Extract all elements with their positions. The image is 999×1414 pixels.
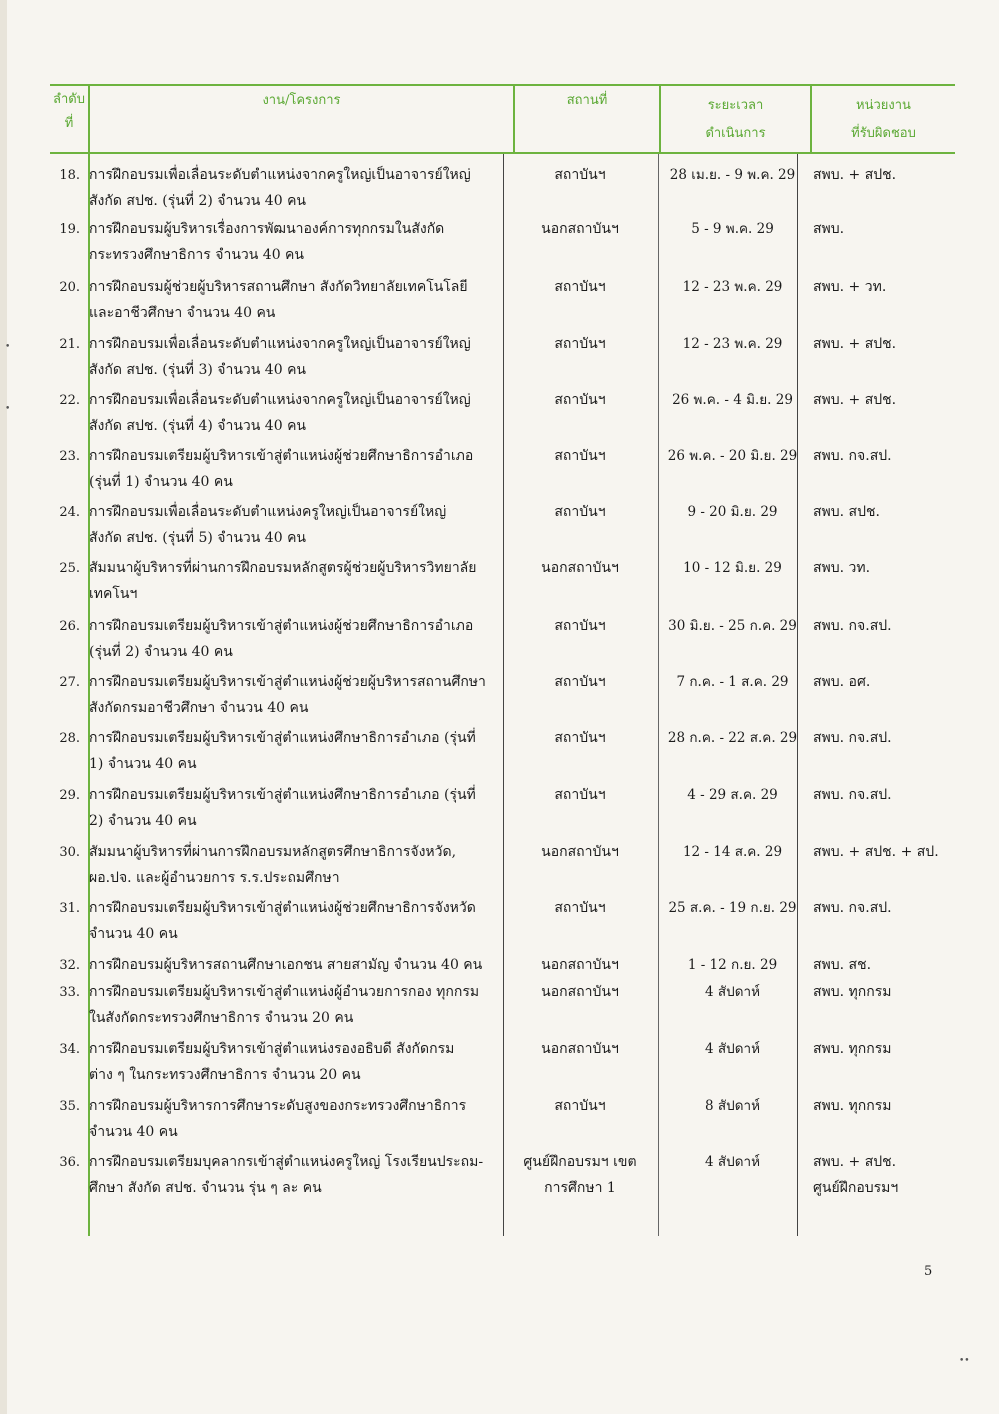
location-cell	[500, 274, 660, 300]
location-cell	[500, 725, 660, 751]
project-line: ต่าง ๆ ในกระทรวงศึกษาธิการ จำนวน 20 คน	[89, 1067, 361, 1083]
row-number: 19.	[59, 222, 80, 237]
responsible-unit-cell	[813, 895, 999, 921]
location-cell	[500, 216, 660, 242]
page-edge-shadow	[0, 0, 7, 1414]
project-line: (รุ่นที่ 1) จำนวน 40 คน	[89, 474, 233, 490]
page-number: 5	[924, 1264, 933, 1279]
period-cell: 30 มิ.ย. - 25 ก.ค. 29	[668, 618, 797, 634]
location-line: นอกสถาบันฯ	[541, 984, 619, 1000]
project-line: การฝึกอบรมเตรียมผู้บริหารเข้าสู่ตำแหน่งผู้ช่วยศึกษาธิการจังหวัด	[89, 900, 476, 916]
responsible-unit-line: สพบ. ทุกกรม	[813, 984, 892, 1000]
project-description	[89, 782, 507, 834]
project-line: 1) จำนวน 40 คน	[89, 756, 197, 772]
period-cell: 5 - 9 พ.ค. 29	[691, 221, 774, 237]
row-number: 33.	[59, 985, 80, 1000]
project-line: การฝึกอบรมผู้บริหารการศึกษาระดับสูงของกระทรวงศึกษาธิการ	[89, 1098, 467, 1114]
responsible-unit-line: สพบ. สช.	[813, 957, 872, 973]
location-cell	[500, 1036, 660, 1062]
project-line: การฝึกอบรมเพื่อเลื่อนระดับตำแหน่งจากครูใหญ่เป็นอาจารย์ใหญ่	[89, 167, 471, 183]
row-number: 36.	[59, 1155, 80, 1170]
period-cell: 4 สัปดาห์	[705, 1041, 760, 1057]
period-cell: 7 ก.ค. - 1 ส.ค. 29	[676, 674, 789, 690]
project-line: การฝึกอบรมเพื่อเลื่อนระดับตำแหน่งครูใหญ่เป็นอาจารย์ใหญ่	[89, 504, 447, 520]
location-line: สถาบันฯ	[554, 336, 606, 352]
project-line: การฝึกอบรมเตรียมผู้บริหารเข้าสู่ตำแหน่งผู้ช่วยผู้บริหารสถานศึกษา	[89, 674, 486, 690]
row-number: 23.	[59, 449, 80, 464]
location-cell	[500, 782, 660, 808]
location-cell	[500, 555, 660, 581]
project-description	[89, 499, 507, 551]
period-cell: 26 พ.ค. - 20 มิ.ย. 29	[667, 448, 798, 464]
row-number: 27.	[59, 675, 80, 690]
location-line: สถาบันฯ	[554, 618, 606, 634]
project-description	[89, 162, 507, 214]
location-line: สถาบันฯ	[554, 787, 606, 803]
body-column-divider	[658, 154, 659, 1236]
header-col-period-line2: ดำเนินการ	[705, 126, 766, 141]
location-line: สถาบันฯ	[554, 448, 606, 464]
period-cell: 25 ส.ค. - 19 ก.ย. 29	[668, 900, 797, 916]
project-line: การฝึกอบรมผู้ช่วยผู้บริหารสถานศึกษา สังกัดวิทยาลัยเทคโนโลยี	[89, 279, 468, 295]
header-col-unit-line1: หน่วยงาน	[856, 98, 911, 113]
project-description	[89, 839, 507, 891]
project-line: (รุ่นที่ 2) จำนวน 40 คน	[89, 644, 233, 660]
location-cell	[500, 895, 660, 921]
project-description	[89, 443, 507, 495]
project-line: การฝึกอบรมเตรียมผู้บริหารเข้าสู่ตำแหน่งศึกษาธิการอำเภอ (รุ่นที่	[89, 730, 476, 746]
project-line: ศึกษา สังกัด สปช. จำนวน รุ่น ๆ ละ คน	[89, 1180, 322, 1196]
project-line: สัมมนาผู้บริหารที่ผ่านการฝึกอบรมหลักสูตรศึกษาธิการจังหวัด,	[89, 844, 457, 860]
project-description	[89, 331, 507, 383]
row-number: 35.	[59, 1099, 80, 1114]
header-col-period	[661, 92, 810, 148]
period-cell: 9 - 20 มิ.ย. 29	[687, 504, 778, 520]
location-cell	[500, 443, 660, 469]
project-description	[89, 895, 507, 947]
row-number: 24.	[59, 505, 80, 520]
responsible-unit-cell	[813, 387, 999, 413]
period-cell: 26 พ.ค. - 4 มิ.ย. 29	[672, 392, 793, 408]
project-line: การฝึกอบรมเตรียมผู้บริหารเข้าสู่ตำแหน่งรองอธิบดี สังกัดกรม	[89, 1041, 455, 1057]
period-cell: 12 - 23 พ.ค. 29	[682, 336, 783, 352]
row-number: 29.	[59, 788, 80, 803]
location-line: ศูนย์ฝึกอบรมฯ เขต	[523, 1154, 637, 1170]
location-line: สถาบันฯ	[554, 730, 606, 746]
responsible-unit-cell	[813, 839, 999, 865]
body-column-divider	[797, 154, 798, 1236]
project-line: การฝึกอบรมเตรียมผู้บริหารเข้าสู่ตำแหน่งผู้อำนวยการกอง ทุกกรม	[89, 984, 480, 1000]
responsible-unit-cell	[813, 162, 999, 188]
location-cell	[500, 162, 660, 188]
responsible-unit-line: สพบ. วท.	[813, 560, 871, 576]
responsible-unit-line: สพบ. กจ.สป.	[813, 900, 892, 916]
responsible-unit-line: สพบ. กจ.สป.	[813, 448, 892, 464]
project-line: จำนวน 40 คน	[89, 1124, 178, 1140]
responsible-unit-cell	[813, 331, 999, 357]
location-cell	[500, 613, 660, 639]
responsible-unit-line: สพบ. + วท.	[813, 279, 887, 295]
responsible-unit-line: สพบ. กจ.สป.	[813, 730, 892, 746]
project-line: การฝึกอบรมเตรียมผู้บริหารเข้าสู่ตำแหน่งผู้ช่วยศึกษาธิการอำเภอ	[89, 448, 474, 464]
responsible-unit-line: ศูนย์ฝึกอบรมฯ	[813, 1180, 899, 1196]
project-description	[89, 669, 507, 721]
project-description	[89, 1036, 507, 1088]
project-description	[89, 1093, 507, 1145]
project-line: การฝึกอบรมเตรียมผู้บริหารเข้าสู่ตำแหน่งศึกษาธิการอำเภอ (รุ่นที่	[89, 787, 476, 803]
project-line: สังกัด สปช. (รุ่นที่ 5) จำนวน 40 คน	[89, 530, 306, 546]
row-number: 32.	[59, 958, 80, 973]
location-cell	[500, 499, 660, 525]
location-line: สถาบันฯ	[554, 392, 606, 408]
project-description	[89, 555, 507, 607]
location-line: สถาบันฯ	[554, 167, 606, 183]
row-number: 34.	[59, 1042, 80, 1057]
row-number: 18.	[59, 168, 80, 183]
location-cell	[500, 952, 660, 978]
project-line: สังกัด สปช. (รุ่นที่ 2) จำนวน 40 คน	[89, 193, 306, 209]
period-cell: 8 สัปดาห์	[705, 1098, 760, 1114]
responsible-unit-line: สพบ.	[813, 221, 845, 237]
project-line: การฝึกอบรมเตรียมบุคลากรเข้าสู่ตำแหน่งครูใหญ่ โรงเรียนประถม-	[89, 1154, 484, 1170]
project-description	[89, 274, 507, 326]
print-mark: •	[5, 404, 11, 414]
responsible-unit-cell	[813, 1149, 999, 1201]
location-cell	[500, 1093, 660, 1119]
project-line: 2) จำนวน 40 คน	[89, 813, 197, 829]
responsible-unit-cell	[813, 613, 999, 639]
project-line: การฝึกอบรมผู้บริหารสถานศึกษาเอกชน สายสามัญ จำนวน 40 คน	[89, 957, 483, 973]
responsible-unit-cell	[813, 979, 999, 1005]
header-col-location: สถานที่	[566, 93, 608, 108]
period-cell: 4 - 29 ส.ค. 29	[687, 787, 778, 803]
row-number: 25.	[59, 561, 80, 576]
responsible-unit-cell	[813, 499, 999, 525]
project-description	[89, 952, 507, 978]
period-cell: 4 สัปดาห์	[705, 1154, 760, 1170]
row-number: 22.	[59, 393, 80, 408]
responsible-unit-cell	[813, 555, 999, 581]
project-description	[89, 725, 507, 777]
responsible-unit-cell	[813, 1093, 999, 1119]
responsible-unit-line: สพบ. อศ.	[813, 674, 871, 690]
project-line: สังกัด สปช. (รุ่นที่ 4) จำนวน 40 คน	[89, 418, 306, 434]
location-line: สถาบันฯ	[554, 900, 606, 916]
period-cell: 1 - 12 ก.ย. 29	[687, 957, 778, 973]
responsible-unit-line: สพบ. + สปช.	[813, 167, 897, 183]
project-line: เทคโนฯ	[89, 586, 138, 602]
location-line: การศึกษา 1	[544, 1180, 616, 1196]
location-cell	[500, 1149, 660, 1201]
header-col-unit	[812, 92, 955, 148]
responsible-unit-line: สพบ. + สปช.	[813, 392, 897, 408]
project-description	[89, 613, 507, 665]
responsible-unit-cell	[813, 782, 999, 808]
header-col-period-line1: ระยะเวลา	[707, 98, 764, 113]
location-cell	[500, 331, 660, 357]
row-number: 20.	[59, 280, 80, 295]
responsible-unit-cell	[813, 1036, 999, 1062]
location-line: สถาบันฯ	[554, 1098, 606, 1114]
project-line: สังกัดกรมอาชีวศึกษา จำนวน 40 คน	[89, 700, 309, 716]
header-col-number-line1: ลำดับ	[53, 92, 85, 107]
project-description	[89, 979, 507, 1031]
print-mark: •	[5, 342, 11, 352]
location-line: นอกสถาบันฯ	[541, 221, 619, 237]
location-cell	[500, 839, 660, 865]
row-number: 28.	[59, 731, 80, 746]
project-line: ในสังกัดกระทรวงศึกษาธิการ จำนวน 20 คน	[89, 1010, 354, 1026]
location-line: นอกสถาบันฯ	[541, 957, 619, 973]
header-col-project: งาน/โครงการ	[262, 93, 341, 108]
row-number: 30.	[59, 845, 80, 860]
period-cell: 4 สัปดาห์	[705, 984, 760, 1000]
responsible-unit-cell	[813, 216, 999, 242]
project-line: ผอ.ปจ. และผู้อำนวยการ ร.ร.ประถมศึกษา	[89, 870, 340, 886]
responsible-unit-cell	[813, 443, 999, 469]
period-cell: 12 - 23 พ.ค. 29	[682, 279, 783, 295]
project-description	[89, 387, 507, 439]
project-line: สัมมนาผู้บริหารที่ผ่านการฝึกอบรมหลักสูตรผู้ช่วยผู้บริหารวิทยาลัย	[89, 560, 477, 576]
responsible-unit-line: สพบ. ทุกกรม	[813, 1098, 892, 1114]
location-line: นอกสถาบันฯ	[541, 560, 619, 576]
location-line: สถาบันฯ	[554, 504, 606, 520]
row-number: 31.	[59, 901, 80, 916]
location-cell	[500, 979, 660, 1005]
location-line: สถาบันฯ	[554, 674, 606, 690]
period-cell: 12 - 14 ส.ค. 29	[682, 844, 783, 860]
project-line: การฝึกอบรมเตรียมผู้บริหารเข้าสู่ตำแหน่งผู้ช่วยศึกษาธิการอำเภอ	[89, 618, 474, 634]
row-number: 26.	[59, 619, 80, 634]
responsible-unit-line: สพบ. ทุกกรม	[813, 1041, 892, 1057]
location-line: นอกสถาบันฯ	[541, 1041, 619, 1057]
period-cell: 28 เม.ย. - 9 พ.ค. 29	[669, 167, 796, 183]
location-line: สถาบันฯ	[554, 279, 606, 295]
period-cell: 10 - 12 มิ.ย. 29	[683, 560, 782, 576]
responsible-unit-line: สพบ. + สปช. + สป.	[813, 844, 939, 860]
responsible-unit-cell	[813, 952, 999, 978]
location-cell	[500, 669, 660, 695]
responsible-unit-cell	[813, 669, 999, 695]
project-line: สังกัด สปช. (รุ่นที่ 3) จำนวน 40 คน	[89, 362, 306, 378]
project-description	[89, 1149, 507, 1201]
header-col-unit-line2: ที่รับผิดชอบ	[851, 126, 916, 141]
project-line: จำนวน 40 คน	[89, 926, 178, 942]
project-description	[89, 216, 507, 268]
responsible-unit-line: สพบ. + สปช.	[813, 336, 897, 352]
project-line: การฝึกอบรมเพื่อเลื่อนระดับตำแหน่งจากครูใหญ่เป็นอาจารย์ใหญ่	[89, 392, 471, 408]
project-line: และอาชีวศึกษา จำนวน 40 คน	[89, 305, 276, 321]
project-line: การฝึกอบรมเพื่อเลื่อนระดับตำแหน่งจากครูใหญ่เป็นอาจารย์ใหญ่	[89, 336, 471, 352]
print-mark: ••	[959, 1356, 970, 1366]
header-col-number	[50, 88, 88, 136]
responsible-unit-line: สพบ. + สปช.	[813, 1154, 897, 1170]
location-cell	[500, 387, 660, 413]
responsible-unit-line: สพบ. กจ.สป.	[813, 618, 892, 634]
location-line: นอกสถาบันฯ	[541, 844, 619, 860]
responsible-unit-cell	[813, 725, 999, 751]
responsible-unit-line: สพบ. สปช.	[813, 504, 880, 520]
project-line: การฝึกอบรมผู้บริหารเรื่องการพัฒนาองค์การทุกกรมในสังกัด	[89, 221, 445, 237]
row-number: 21.	[59, 337, 80, 352]
project-line: กระทรวงศึกษาธิการ จำนวน 40 คน	[89, 247, 304, 263]
header-col-number-line2: ที่	[64, 116, 74, 131]
responsible-unit-line: สพบ. กจ.สป.	[813, 787, 892, 803]
responsible-unit-cell	[813, 274, 999, 300]
header-top-rule	[50, 84, 955, 86]
period-cell: 28 ก.ค. - 22 ส.ค. 29	[667, 730, 798, 746]
